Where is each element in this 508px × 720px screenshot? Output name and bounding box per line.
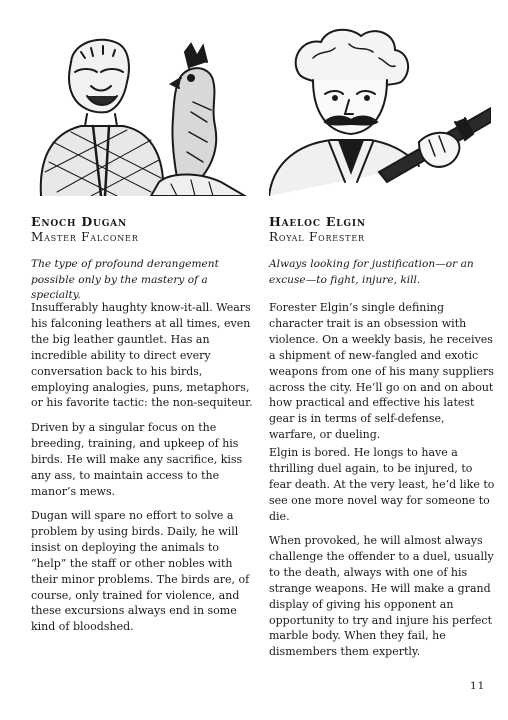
description-paragraph: Insufferably haughty know-it-all. Wears his falconing leathers at all times, even the big leather gauntlet. Has an incredible ability to direct every conversation back to his birds, employing analogies, puns, metaphors, or his favorite tactic: the non-sequiteur. — [31, 301, 253, 410]
forester-illustration — [269, 22, 491, 196]
description-paragraph: Elgin is bored. He longs to have a thrilling duel again, to be injured, to fear death. At the very least, he’d like to see one more novel way for someone to die. — [269, 446, 495, 523]
description-paragraph: Forester Elgin’s single defining character trait is an obsession with violence. On a weekly basis, he receives a shipment of new-fangled and exotic weapons from one of his many suppliers across the city. He’ll go on and on about how practical and effective his latest gear is in terms of self-defense, warfare, or dueling. — [269, 301, 494, 442]
description-paragraph: Dugan will spare no effort to solve a problem by using birds. Daily, he will insist on deploying the animals to “help” the staff or other nobles with their minor problems. The birds are, of course, only trained for violence, and these excursions always end in some kind of bloodshed. — [31, 509, 250, 634]
description-paragraph: When provoked, he will almost always challenge the offender to a duel, usually to the death, always with one of his strange weapons. He will make a grand display of giving his opponent an opportunity to try and injure his perfect marble body. When they fail, he dismembers them expertly. — [269, 534, 494, 659]
description-paragraph: Driven by a singular focus on the breeding, training, and upkeep of his birds. He will make any sacrifice, kiss any ass, to maintain access to the manor’s mews. — [31, 421, 243, 498]
falconer-illustration — [31, 22, 253, 196]
page-number: 11 — [470, 680, 486, 692]
character-title: Master Falconer — [31, 230, 139, 244]
character-name: Enoch Dugan — [31, 214, 127, 229]
character-name: Haeloc Elgin — [269, 214, 366, 229]
character-tagline: Always looking for justification—or an excuse—to fight, injure, kill. — [269, 258, 474, 286]
character-tagline: The type of profound derangement possible only by the mastery of a specialty. — [31, 258, 219, 301]
character-title: Royal Forester — [269, 230, 365, 244]
